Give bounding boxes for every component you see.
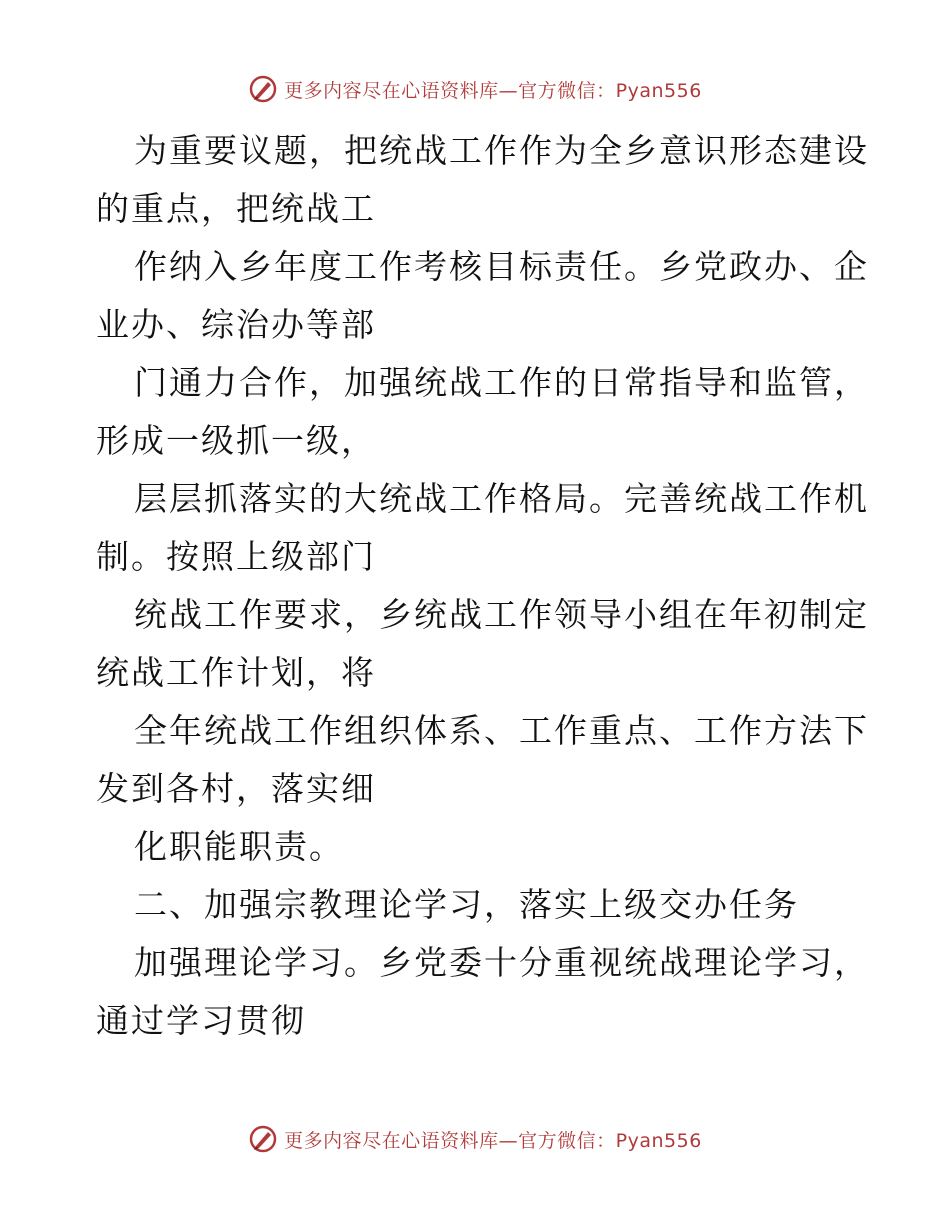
text-line: 的重点，把统战工	[96, 189, 376, 228]
text-line: 为重要议题，把统战工作作为全乡意识形态建设	[134, 131, 869, 170]
text-line: 层层抓落实的大统战工作格局。完善统战工作机	[134, 479, 869, 518]
document-body	[96, 122, 869, 1050]
text-line: 门通力合作，加强统战工作的日常指导和监管，	[134, 363, 869, 402]
text-line: 形成一级抓一级，	[96, 421, 376, 460]
pen-logo-icon	[248, 74, 278, 104]
text-line: 制。按照上级部门	[96, 537, 376, 576]
section-heading: 二、加强宗教理论学习，落实上级交办任务	[134, 885, 799, 924]
footer-watermark-text: 更多内容尽在心语资料库—官方微信：Pyan556	[284, 1129, 702, 1152]
text-line: 统战工作要求，乡统战工作领导小组在年初制定	[134, 595, 869, 634]
text-line: 业办、综治办等部	[96, 305, 376, 344]
text-line: 发到各村，落实细	[96, 769, 376, 808]
pen-logo-icon	[248, 1124, 278, 1154]
text-line: 加强理论学习。乡党委十分重视统战理论学习，	[134, 943, 869, 982]
header-watermark-text: 更多内容尽在心语资料库—官方微信：Pyan556	[284, 79, 702, 102]
text-line: 全年统战工作组织体系、工作重点、工作方法下	[134, 711, 869, 750]
text-line: 作纳入乡年度工作考核目标责任。乡党政办、企	[134, 247, 869, 286]
text-line: 统战工作计划，将	[96, 653, 376, 692]
header-watermark	[0, 74, 950, 104]
footer-watermark	[0, 1124, 950, 1154]
text-line: 通过学习贯彻	[96, 1001, 306, 1040]
text-line: 化职能职责。	[134, 827, 344, 866]
